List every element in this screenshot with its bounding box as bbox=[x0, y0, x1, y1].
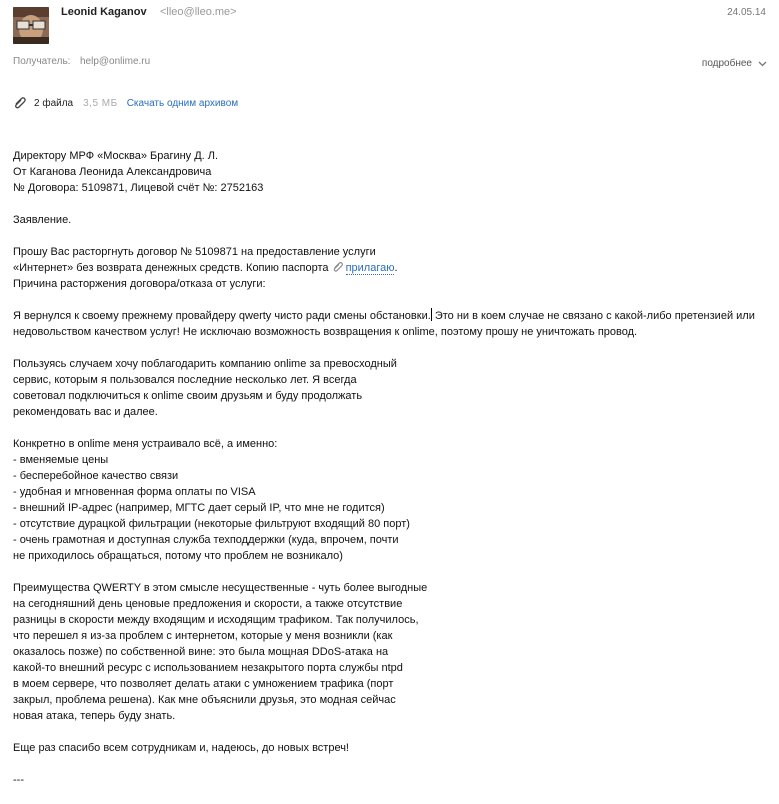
likes-line: Конкретно в onlime меня устраивало всё, а именно: bbox=[13, 438, 278, 450]
qwerty-line: какой-то внешний ресурс с использованием незакрытого порта службы ntpd bbox=[13, 662, 403, 674]
thanks-line: Пользуясь случаем хочу поблагодарить компанию onlime за превосходный bbox=[13, 358, 397, 370]
qwerty-line: оказалось позже) по собственной вине: это была мощная DDoS-атака на bbox=[13, 646, 389, 658]
attachment-size: 3,5 МБ bbox=[83, 97, 118, 109]
attachment-count[interactable]: 2 файла bbox=[34, 97, 74, 109]
message-body bbox=[13, 148, 773, 804]
request-paragraph bbox=[13, 244, 773, 292]
likes-line: - вменяемые цены bbox=[13, 454, 109, 466]
avatar[interactable] bbox=[13, 7, 49, 44]
address-line: № Договора: 5109871, Лицевой счёт №: 2752163 bbox=[13, 182, 264, 194]
attachments-bar bbox=[13, 96, 238, 110]
thanks-line: советовал подключиться к onlime своим друзьям и буду продолжать bbox=[13, 390, 363, 402]
download-archive-link[interactable]: Скачать одним архивом bbox=[126, 97, 239, 109]
request-line: Прошу Вас расторгнуть договор № 5109871 на предоставление услуги bbox=[13, 246, 376, 258]
likes-line: - внешний IP-адрес (например, МГТС дает серый IP, что мне не годится) bbox=[13, 502, 385, 514]
message-date: 24.05.14 bbox=[727, 7, 766, 18]
details-label: подробнее bbox=[701, 58, 752, 69]
signature-separator: --- bbox=[13, 774, 24, 786]
thanks-line: сервис, которым я пользовался последние несколько лет. Я всегда bbox=[13, 374, 357, 386]
qwerty-line: новая атака, теперь буду знать. bbox=[13, 710, 176, 722]
likes-line: не приходилось обращаться, потому что проблем не возникало) bbox=[13, 550, 343, 562]
request-line bbox=[13, 260, 773, 276]
sender-email[interactable]: <lleo@lleo.me> bbox=[160, 6, 237, 18]
qwerty-line: на сегодняшний день ценовые предложения и скорости, а также отсутствие bbox=[13, 598, 403, 610]
details-toggle[interactable] bbox=[702, 58, 767, 69]
signature-block bbox=[13, 772, 773, 788]
likes-paragraph bbox=[13, 436, 773, 564]
title-paragraph bbox=[13, 212, 773, 228]
message-header bbox=[0, 0, 779, 120]
reason-paragraph bbox=[13, 308, 773, 340]
qwerty-line: в моем сервере, что позволяет делать атаки с умножением трафика (порт bbox=[13, 678, 394, 690]
paperclip-icon bbox=[13, 96, 27, 110]
paperclip-icon bbox=[332, 261, 344, 273]
qwerty-paragraph bbox=[13, 580, 773, 724]
address-line: От Каганова Леонида Александровича bbox=[13, 166, 212, 178]
closing-line: Еще раз спасибо всем сотрудникам и, надеюсь, до новых встреч! bbox=[13, 742, 349, 754]
document-title: Заявление. bbox=[13, 214, 72, 226]
attached-passport-link[interactable]: прилагаю bbox=[345, 262, 395, 274]
thanks-line: рекомендовать вас и далее. bbox=[13, 406, 158, 418]
thanks-paragraph bbox=[13, 356, 773, 420]
likes-line: - бесперебойное качество связи bbox=[13, 470, 179, 482]
reason-text: Я вернулся к своему прежнему провайдеру qwerty чисто ради смены обстановки. bbox=[13, 310, 431, 322]
qwerty-line: Преимущества QWERTY в этом смысле несущественные - чуть более выгодные bbox=[13, 582, 428, 594]
sender-name[interactable]: Leonid Kaganov bbox=[61, 6, 147, 18]
qwerty-line: разницы в скорости между входящим и исходящим трафиком. Так получилось, bbox=[13, 614, 419, 626]
reason-text: Это ни в коем случае не связано с какой-либо претензией или недовольством качеством услуг! Не исключаю возможность возвращения к onlime, поэтому прошу не уничтожать провод. bbox=[13, 310, 755, 338]
recipient-email[interactable]: help@onlime.ru bbox=[80, 56, 151, 67]
address-line: Директору МРФ «Москва» Брагину Д. Л. bbox=[13, 150, 219, 162]
qwerty-line: закрыл, проблема решена). Как мне объяснили друзья, это модная сейчас bbox=[13, 694, 396, 706]
likes-line: - отсутствие дурацкой фильтрации (некоторые фильтруют входящий 80 порт) bbox=[13, 518, 410, 530]
closing-paragraph bbox=[13, 740, 773, 756]
request-text: «Интернет» без возврата денежных средств. Копию паспорта bbox=[13, 262, 332, 274]
likes-line: - удобная и мгновенная форма оплаты по VISA bbox=[13, 486, 256, 498]
request-line: Причина расторжения договора/отказа от услуги: bbox=[13, 278, 266, 290]
chevron-down-icon bbox=[758, 61, 767, 67]
recipient-label: Получатель: bbox=[13, 56, 71, 67]
address-block bbox=[13, 148, 773, 196]
qwerty-line: что перешел я из-за проблем с интернетом, которые у меня возникли (как bbox=[13, 630, 393, 642]
request-text: . bbox=[394, 262, 398, 274]
likes-line: - очень грамотная и доступная служба техподдержки (куда, впрочем, почти bbox=[13, 534, 399, 546]
